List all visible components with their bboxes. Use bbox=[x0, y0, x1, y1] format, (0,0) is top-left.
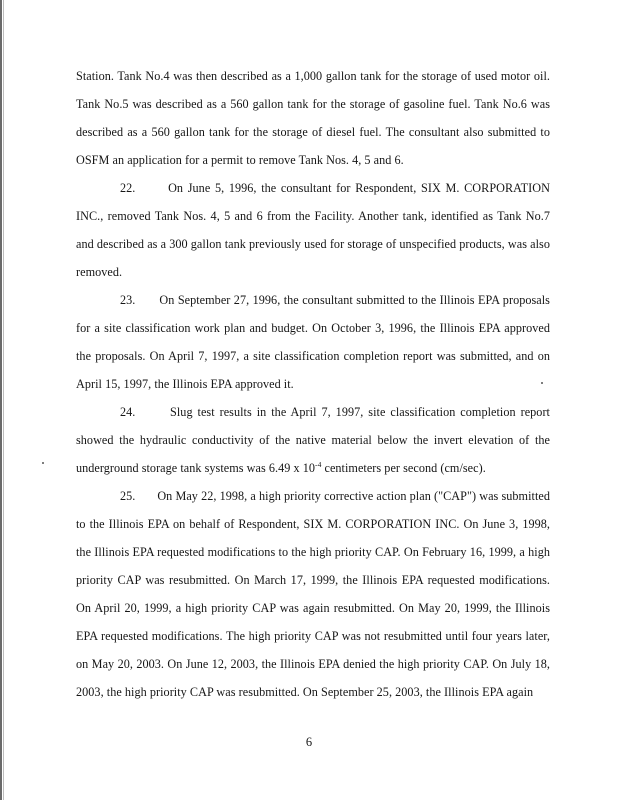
paragraph-22 bbox=[76, 174, 550, 286]
paragraph-text: On June 5, 1996, the consultant for Respondent, SIX M. CORPORATION INC., removed Tank Nos. 4, 5 and 6 from the Facility. Another tank, identified as Tank No.7 and described as a 300 gallon tank previously used for storage of unspecified products, was also removed. bbox=[76, 181, 550, 279]
scan-speck bbox=[42, 462, 44, 464]
paragraph-number: 24. bbox=[120, 405, 136, 419]
paragraph-text: On May 22, 1998, a high priority corrective action plan ("CAP") was submitted to the Illinois EPA on behalf of Respondent, SIX M. CORPORATION INC. On June 3, 1998, the Illinois EPA requested modifications to the high priority CAP. On February 16, 1999, a high priority CAP was resubmitted. On March 17, 1999, the Illinois EPA requested modifications. On April 20, 1999, a high priority CAP was again resubmitted. On May 20, 1999, the Illinois EPA requested modifications. The high priority CAP was not resubmitted until four years later, on May 20, 2003. On June 12, 2003, the Illinois EPA denied the high priority CAP. On July 18, 2003, the high priority CAP was resubmitted. On September 25, 2003, the Illinois EPA again bbox=[76, 489, 550, 699]
page-number: 6 bbox=[305, 735, 313, 749]
scan-edge-shadow-inner bbox=[3, 0, 4, 800]
paragraph-text-end: centimeters per second (cm/sec). bbox=[321, 461, 486, 475]
paragraph-text: Slug test results in the April 7, 1997, site classification completion report showed the hydraulic conductivity of the native material below the invert elevation of the underground storage tank systems was 6.49 x 10 bbox=[76, 405, 550, 475]
paragraph-number: 25. bbox=[120, 489, 136, 503]
scan-edge-shadow bbox=[0, 0, 2, 800]
paragraph-number: 22. bbox=[120, 181, 136, 195]
body-text bbox=[76, 62, 550, 706]
scan-speck bbox=[541, 382, 543, 384]
paragraph-text: Station. Tank No.4 was then described as a 1,000 gallon tank for the storage of used motor oil. Tank No.5 was described as a 560 gallon tank for the storage of gasoline fuel. Tank No.6 was described as a 560 gallon tank for the storage of diesel fuel. The consultant also submitted to OSFM an application for a permit to remove Tank Nos. 4, 5 and 6. bbox=[76, 69, 550, 167]
paragraph-number: 23. bbox=[120, 293, 136, 307]
paragraph-24 bbox=[76, 398, 550, 482]
paragraph-text: On September 27, 1996, the consultant submitted to the Illinois EPA proposals for a site classification work plan and budget. On October 3, 1996, the Illinois EPA approved the proposals. On April 7, 1997, a site classification completion report was submitted, and on April 15, 1997, the Illinois EPA approved it. bbox=[76, 293, 550, 391]
exponent: -4 bbox=[315, 460, 322, 469]
paragraph-23 bbox=[76, 286, 550, 398]
paragraph-25 bbox=[76, 482, 550, 706]
paragraph-continued bbox=[76, 62, 550, 174]
